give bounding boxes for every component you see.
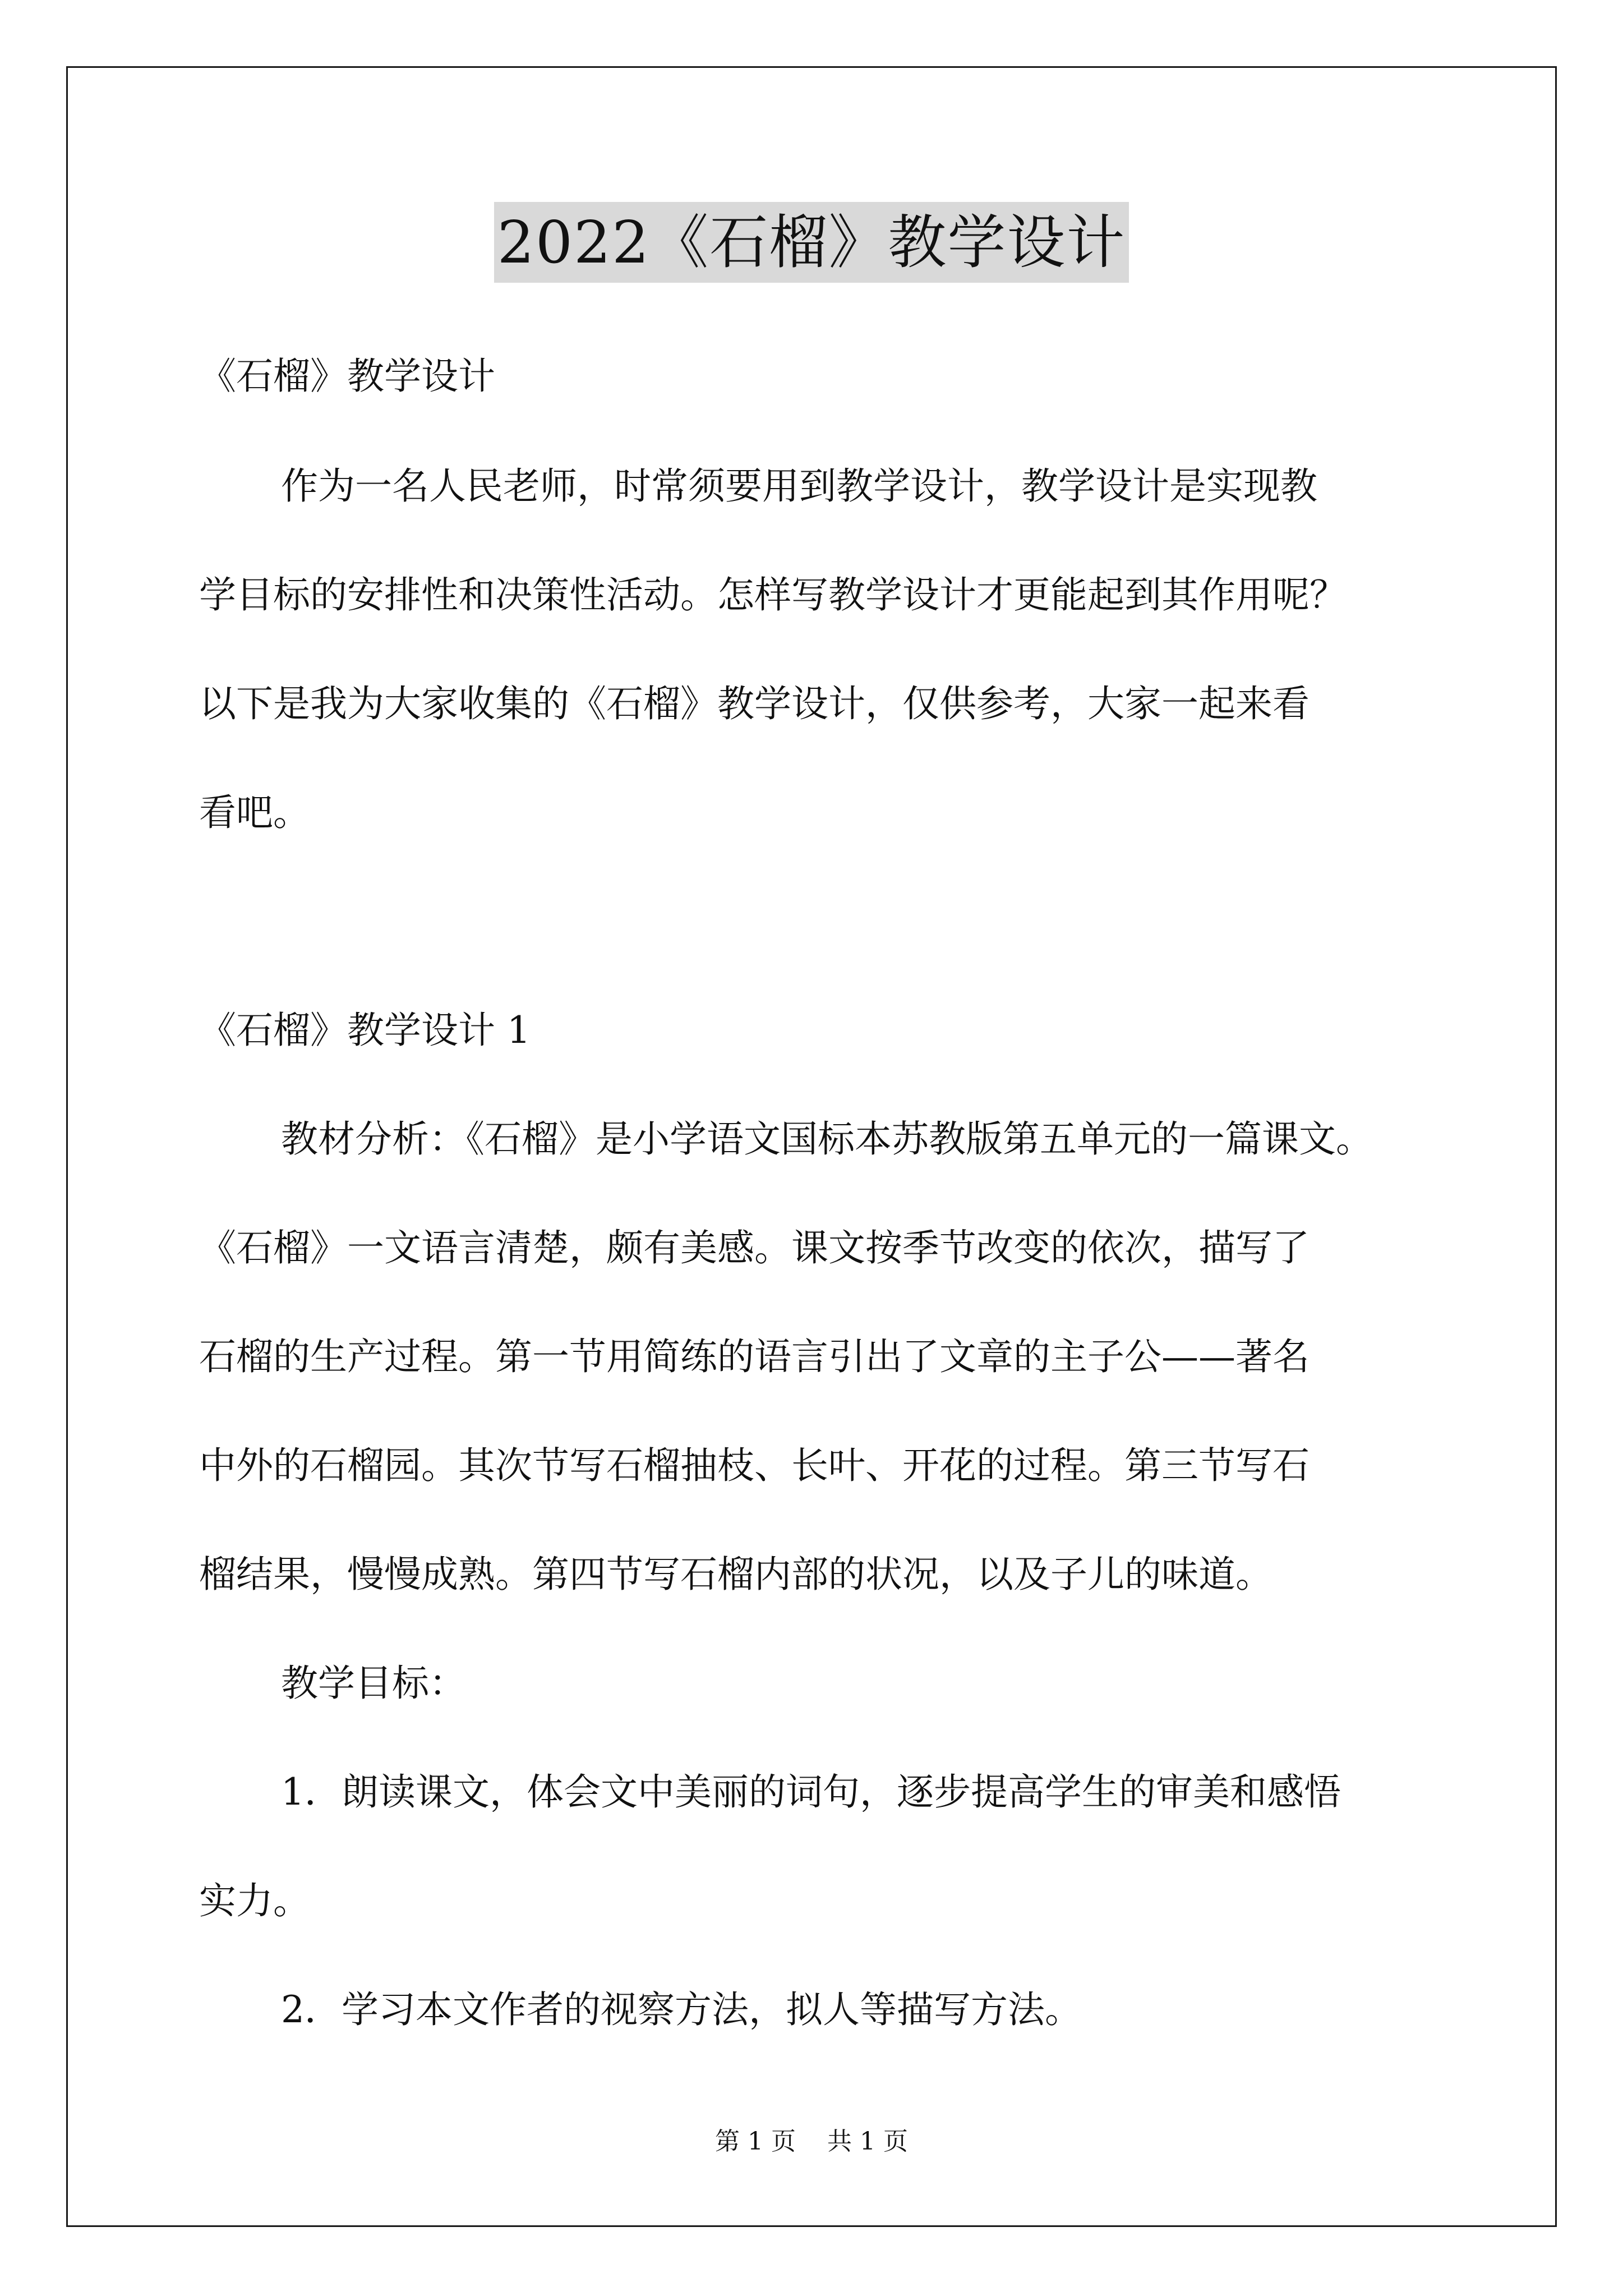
goal1-line-1: 1．朗读课文，体会文中美丽的词句，逐步提高学生的审美和感悟 — [281, 1770, 1341, 1814]
page-footer — [0, 2126, 1623, 2157]
analysis-line-5: 榴结果，慢慢成熟。第四节写石榴内部的状况，以及子儿的味道。 — [199, 1553, 1272, 1596]
goal1-line-2: 实力。 — [199, 1879, 310, 1922]
total-pages: 共 1 页 — [827, 2127, 908, 2156]
analysis-line-3: 石榴的生产过程。第一节用简练的语言引出了文章的主子公——著名 — [199, 1335, 1310, 1378]
subheading: 《石榴》教学设计 — [199, 355, 495, 398]
goals-label: 教学目标： — [281, 1662, 466, 1705]
analysis-line-1: 教材分析：《石榴》是小学语文国标本苏教版第五单元的一篇课文。 — [281, 1117, 1373, 1161]
title-container — [0, 202, 1623, 283]
page-number: 第 1 页 — [715, 2127, 796, 2156]
intro-line-4: 看吧。 — [199, 791, 310, 834]
goal2-line: 2．学习本文作者的视察方法，拟人等描写方法。 — [281, 1988, 1082, 2031]
analysis-line-4: 中外的石榴园。其次节写石榴抽枝、长叶、开花的过程。第三节写石 — [199, 1444, 1310, 1487]
document-title: 2022《石榴》教学设计 — [494, 202, 1129, 283]
intro-line-1: 作为一名人民老师，时常须要用到教学设计，教学设计是实现教 — [281, 464, 1317, 508]
intro-line-3: 以下是我为大家收集的《石榴》教学设计，仅供参考，大家一起来看 — [199, 682, 1310, 725]
intro-line-2: 学目标的安排性和决策性活动。怎样写教学设计才更能起到其作用呢？ — [199, 573, 1347, 616]
analysis-line-2: 《石榴》一文语言清楚，颇有美感。课文按季节改变的依次，描写了 — [199, 1226, 1310, 1269]
section1-heading: 《石榴》教学设计 1 — [199, 1009, 531, 1052]
